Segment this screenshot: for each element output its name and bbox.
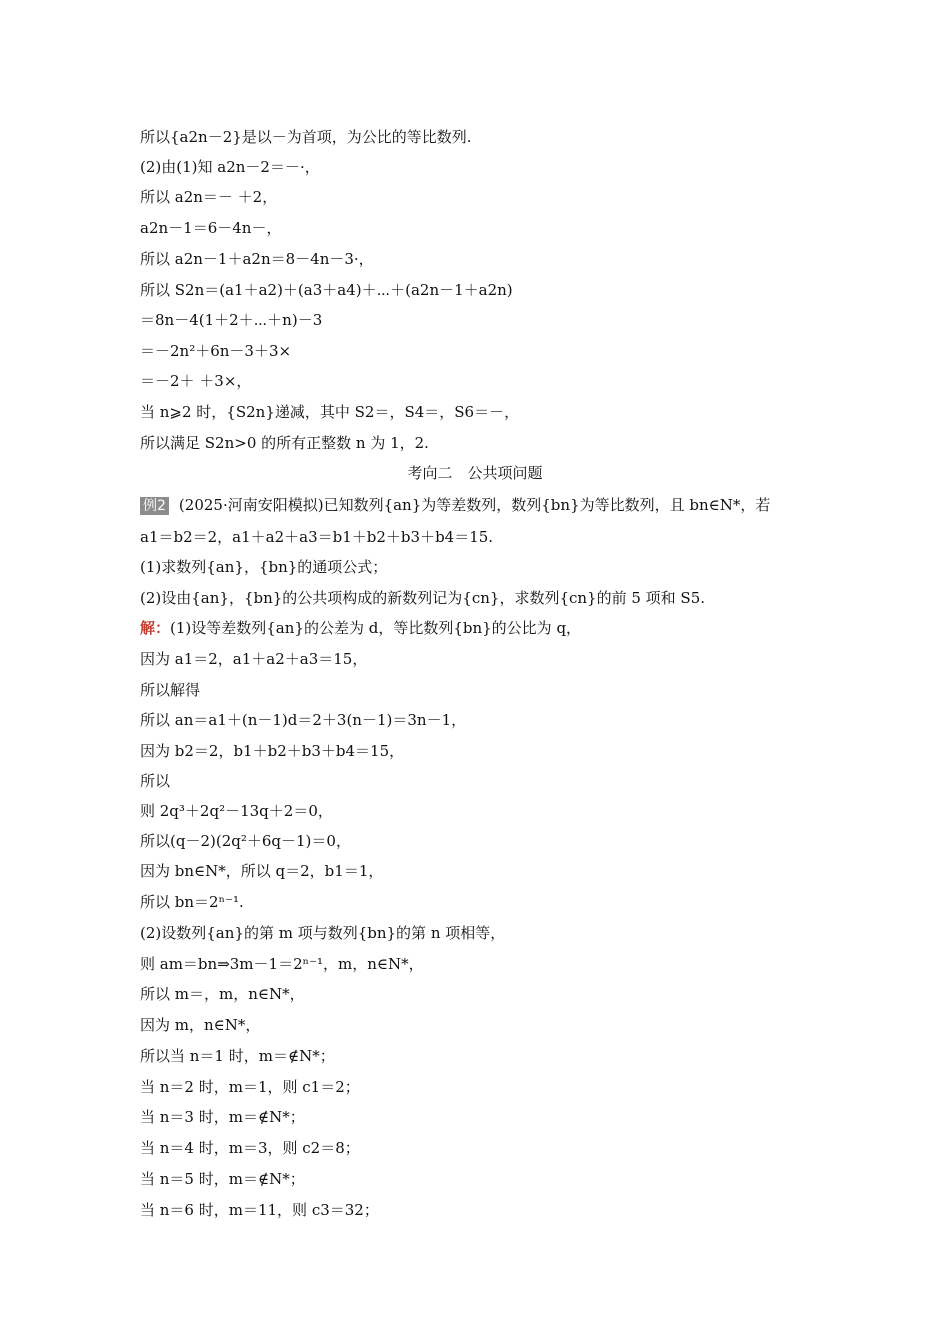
solution-line: 当 n＝4 时，m＝3，则 c2＝8； [140,1139,360,1157]
solution-line: 当 n＝2 时，m＝1，则 c1＝2； [140,1078,360,1096]
solution-line: 当 n＝6 时，m＝11，则 c3＝32； [140,1201,379,1219]
solution-first-line [140,618,581,638]
solution-line: 所以 m＝，m，n∈N*， [140,985,305,1003]
text-line: ＝8n－4(1＋2＋⋯＋n)－3 [140,311,323,329]
solution-first-text: (1)设等差数列{an}的公差为 d，等比数列{bn}的公比为 q， [170,619,582,637]
solution-line: 当 n＝3 时，m＝∉N*； [140,1108,305,1126]
text-line: 所以满足 S2n>0 的所有正整数 n 为 1，2. [140,434,429,452]
question-1: (1)求数列{an}，{bn}的通项公式； [140,558,388,576]
section-heading: 考向二 公共项问题 [407,464,543,482]
solution-line: 则 2q³＋2q²－13q＋2＝0， [140,802,333,820]
text-line: a2n－1＝6－4n－， [140,219,282,237]
text-line: 所以 S2n＝(a1＋a2)＋(a3＋a4)＋⋯＋(a2n－1＋a2n) [140,281,513,299]
solution-line: 所以解得 [140,681,201,699]
solution-line: 所以当 n＝1 时，m＝∉N*； [140,1047,335,1065]
solution-label: 解： [140,619,171,637]
solution-line: 当 n＝5 时，m＝∉N*； [140,1170,305,1188]
solution-line: 因为 a1＝2，a1＋a2＋a3＝15， [140,650,368,668]
solution-line: 所以 bn＝2ⁿ⁻¹. [140,893,244,911]
text-line: 所以 a2n－1＋a2n＝8－4n－3·， [140,250,374,268]
solution-line: 所以(q－2)(2q²＋6q－1)＝0， [140,832,351,850]
example-line [140,495,770,515]
example-badge: 例2 [140,497,169,515]
text-line: 当 n⩾2 时，{S2n}递减，其中 S2＝，S4＝，S6＝－， [140,403,520,421]
text-line: 所以 a2n＝－ ＋2， [140,188,278,206]
solution-line: 所以 [140,772,171,790]
solution-line: (2)设数列{an}的第 m 项与数列{bn}的第 n 项相等， [140,924,506,942]
solution-line: 因为 bn∈N*，所以 q＝2，b1＝1， [140,862,384,880]
solution-line: 则 am＝bn⇒3m－1＝2ⁿ⁻¹，m，n∈N*， [140,955,424,973]
question-2: (2)设由{an}，{bn}的公共项构成的新数列记为{cn}，求数列{cn}的前 5 项和 S5. [140,589,706,607]
solution-line: 所以 an＝a1＋(n－1)d＝2＋3(n－1)＝3n－1， [140,711,467,729]
text-line: ＝－2＋ ＋3×， [140,372,252,390]
text-line: (2)由(1)知 a2n－2＝－·， [140,158,320,176]
example-line-2: a1＝b2＝2，a1＋a2＋a3＝b1＋b2＋b3＋b4＝15. [140,528,494,546]
solution-line: 因为 b2＝2，b1＋b2＋b3＋b4＝15， [140,742,405,760]
example-text: (2025·河南安阳模拟)已知数列{an}为等差数列，数列{bn}为等比数列，且 bn∈N*，若 [178,496,771,514]
text-line: ＝－2n²＋6n－3＋3× [140,342,292,360]
text-line: 所以{a2n－2}是以－为首项，为公比的等比数列. [140,128,472,146]
solution-line: 因为 m，n∈N*， [140,1016,261,1034]
